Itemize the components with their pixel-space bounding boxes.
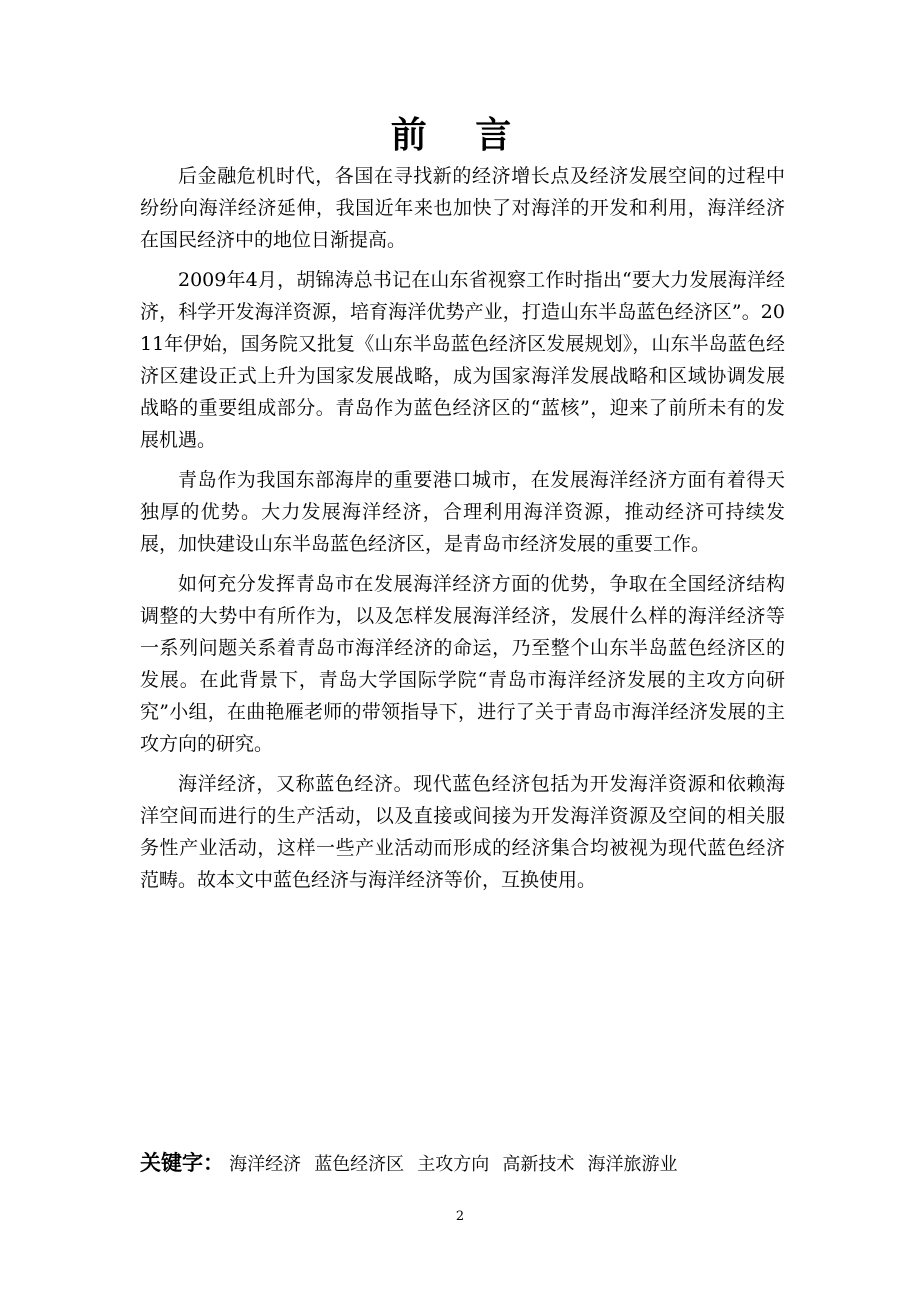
keywords-label: 关键字： bbox=[140, 1151, 224, 1175]
body-text bbox=[140, 160, 785, 896]
page-title: 前 言 bbox=[390, 115, 530, 156]
paragraph-1: 后金融危机时代，各国在寻找新的经济增长点及经济发展空间的过程中纷纷向海洋经济延伸，我国近年来也加快了对海洋的开发和利用，海洋经济在国民经济中的地位日渐提高。 bbox=[140, 165, 785, 251]
paragraph-2: 2009年4月，胡锦涛总书记在山东省视察工作时指出“要大力发展海洋经济，科学开发海洋资源，培育海洋优势产业，打造山东半岛蓝色经济区”。2011年伊始，国务院又批复《山东半岛蓝色经济区发展规划》，山东半岛蓝色经济区建设正式上升为国家发展战略，成为国家海洋发展战略和区域协调发展战略的重要组成部分。青岛作为蓝色经济区的“蓝核”，迎来了前所未有的发展机遇。 bbox=[140, 269, 785, 451]
page-number: 2 bbox=[455, 1209, 465, 1224]
keyword-item: 主攻方向 bbox=[417, 1154, 490, 1175]
keyword-item: 高新技术 bbox=[502, 1154, 575, 1175]
keyword-item: 蓝色经济区 bbox=[314, 1154, 405, 1175]
keyword-item: 海洋旅游业 bbox=[587, 1154, 678, 1175]
paragraph-4: 如何充分发挥青岛市在发展海洋经济方面的优势，争取在全国经济结构调整的大势中有所作为，以及怎样发展海洋经济，发展什么样的海洋经济等一系列问题关系着青岛市海洋经济的命运，乃至整个山东半岛蓝色经济区的发展。在此背景下，青岛大学国际学院“青岛市海洋经济发展的主攻方向研究”小组，在曲艳雁老师的带领指导下，进行了关于青岛市海洋经济发展的主攻方向的研究。 bbox=[140, 573, 785, 755]
keywords-line bbox=[140, 1147, 785, 1181]
paragraph-5: 海洋经济，又称蓝色经济。现代蓝色经济包括为开发海洋资源和依赖海洋空间而进行的生产活动，以及直接或间接为开发海洋资源及空间的相关服务性产业活动，这样一些产业活动而形成的经济集合均被视为现代蓝色经济范畴。故本文中蓝色经济与海洋经济等价，互换使用。 bbox=[140, 773, 785, 891]
paragraph-3: 青岛作为我国东部海岸的重要港口城市，在发展海洋经济方面有着得天独厚的优势。大力发展海洋经济，合理利用海洋资源，推动经济可持续发展，加快建设山东半岛蓝色经济区，是青岛市经济发展的重要工作。 bbox=[140, 469, 785, 555]
keyword-item: 海洋经济 bbox=[229, 1154, 302, 1175]
